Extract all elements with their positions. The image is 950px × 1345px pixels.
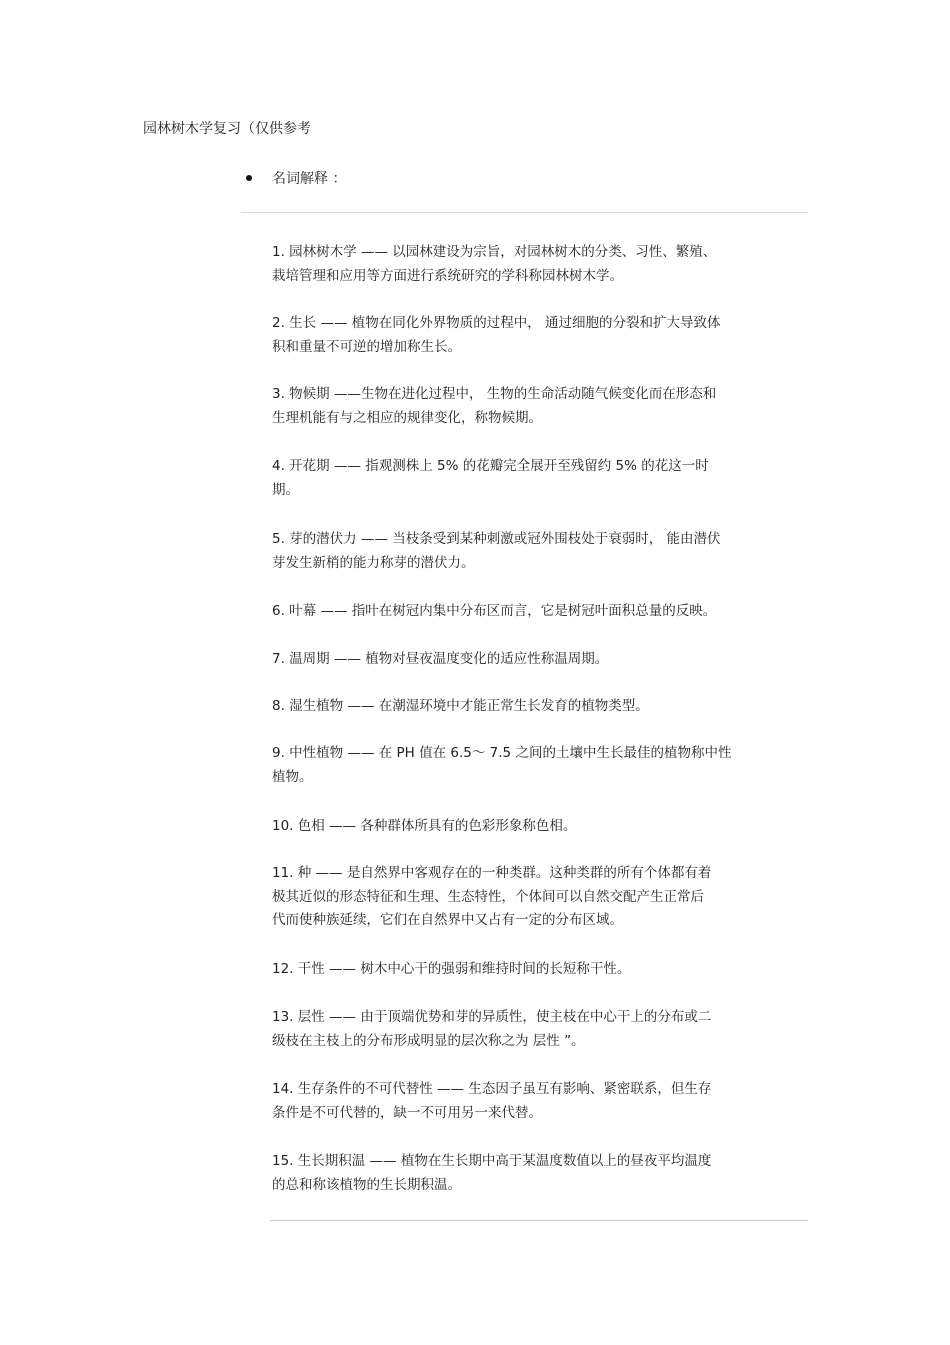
definition-item (272, 528, 812, 575)
definition-line: 积和重量不可逆的增加称生长。 (272, 338, 461, 355)
definition-item (272, 600, 812, 624)
definition-item (272, 312, 812, 359)
definition-item (272, 455, 812, 502)
definition-item (272, 1150, 812, 1197)
bullet-icon (246, 175, 252, 181)
section-heading (246, 169, 346, 189)
definition-line: 芽发生新梢的能力称芽的潜伏力。 (272, 554, 475, 571)
definition-line: 15. 生长期积温 —— 植物在生长期中高于某温度数值以上的昼夜平均温度 (272, 1153, 712, 1169)
definition-item (272, 241, 812, 288)
definition-line: 13. 层性 —— 由于顶端优势和芽的异质性，使主枝在中心干上的分布或二 (272, 1009, 712, 1025)
definition-line: 期。 (272, 481, 299, 498)
definition-item (272, 648, 812, 672)
definition-line: 条件是不可代替的，缺一不可用另一来代替。 (272, 1104, 542, 1121)
definition-line: 2. 生长 —— 植物在同化外界物质的过程中， 通过细胞的分裂和扩大导致体 (272, 315, 721, 331)
top-divider (241, 212, 808, 213)
definition-line: 生理机能有与之相应的规律变化，称物候期。 (272, 409, 542, 426)
definition-line: 7. 温周期 —— 植物对昼夜温度变化的适应性称温周期。 (272, 651, 609, 667)
definition-line: 极其近似的形态特征和生理、生态特性，个体间可以自然交配产生正常后 (272, 888, 704, 905)
definition-line: 8. 湿生植物 —— 在潮湿环境中才能正常生长发育的植物类型。 (272, 698, 649, 714)
definition-line: 10. 色相 —— 各种群体所具有的色彩形象称色相。 (272, 818, 577, 834)
definition-line: 6. 叶幕 —— 指叶在树冠内集中分布区而言，它是树冠叶面积总量的反映。 (272, 603, 717, 619)
definition-item (272, 1078, 812, 1125)
definition-line: 代而使种族延续，它们在自然界中又占有一定的分布区域。 (272, 912, 623, 928)
definition-item (272, 815, 812, 839)
definition-line: 植物。 (272, 768, 313, 785)
definition-line: 栽培管理和应用等方面进行系统研究的学科称园林树木学。 (272, 267, 623, 284)
document-title: 园林树木学复习（仅供参考 (143, 121, 311, 137)
definition-item (272, 862, 812, 933)
definition-line: 级枝在主枝上的分布形成明显的层次称之为 层性 ”。 (272, 1032, 585, 1049)
definition-line: 5. 芽的潜伏力 —— 当枝条受到某种刺激或冠外围枝处于衰弱时， 能由潜伏 (272, 531, 721, 547)
definition-line: 的总和称该植物的生长期积温。 (272, 1176, 461, 1193)
definition-line: 3. 物候期 ——生物在进化过程中， 生物的生命活动随气候变化而在形态和 (272, 386, 717, 402)
definition-item (272, 695, 812, 719)
section-heading-text: 名词解释 ： (272, 171, 347, 187)
definition-line: 1. 园林树木学 —— 以园林建设为宗旨，对园林树木的分类、习性、繁殖、 (272, 244, 717, 260)
definition-item (272, 742, 812, 789)
bottom-divider (270, 1220, 808, 1221)
definition-item (272, 1006, 812, 1053)
definition-line: 14. 生存条件的不可代替性 —— 生态因子虽互有影响、紧密联系，但生存 (272, 1081, 712, 1097)
definition-line: 11. 种 —— 是自然界中客观存在的一种类群。这种类群的所有个体都有着 (272, 865, 712, 881)
definition-line: 12. 干性 —— 树木中心干的强弱和维持时间的长短称干性。 (272, 961, 631, 977)
definition-line: 4. 开花期 —— 指观测株上 5% 的花瓣完全展开至残留约 5% 的花这一时 (272, 458, 709, 474)
definition-line: 9. 中性植物 —— 在 PH 值在 6.5～ 7.5 之间的土壤中生长最佳的植物称中性 (272, 745, 732, 761)
definition-item (272, 958, 812, 982)
definition-item (272, 383, 812, 430)
